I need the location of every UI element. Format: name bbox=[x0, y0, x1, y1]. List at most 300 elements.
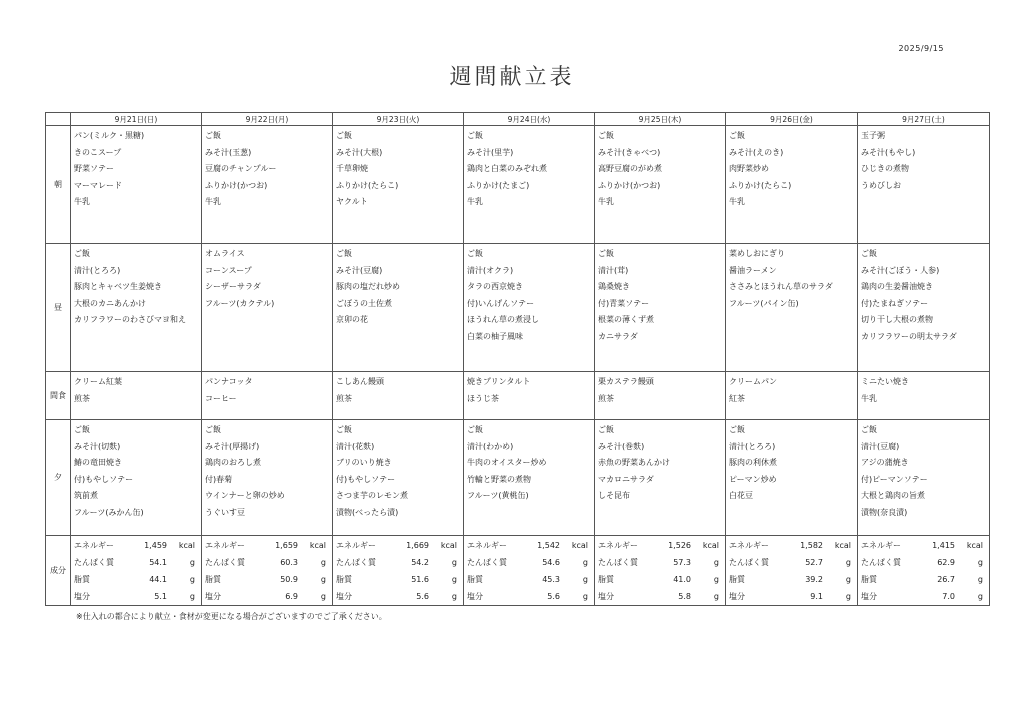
nutrient-name: 塩分 bbox=[467, 592, 483, 601]
menu-cell bbox=[595, 244, 726, 372]
menu-item: 鰆の竜田焼き bbox=[74, 458, 122, 468]
menu-item: クリームパン bbox=[729, 377, 777, 386]
menu-item: みそ汁(えのき) bbox=[729, 147, 784, 157]
nutrient-name: たんぱく質 bbox=[861, 558, 901, 567]
menu-item: みそ汁(きゃべつ) bbox=[598, 147, 661, 157]
nutrient-amount: 5.1 bbox=[154, 592, 167, 601]
nutrient-amount: 1,415 bbox=[932, 541, 955, 550]
menu-cell bbox=[202, 244, 333, 372]
nutrition-line-fat bbox=[595, 571, 725, 588]
nutrient-name: エネルギー bbox=[861, 541, 901, 550]
menu-item: ふりかけ(かつお) bbox=[598, 180, 661, 190]
menu-item: 清汁(オクラ) bbox=[467, 265, 514, 275]
nutrition-cell bbox=[858, 536, 990, 606]
nutrient-name: たんぱく質 bbox=[74, 558, 114, 567]
nutrient-amount: 5.6 bbox=[416, 592, 429, 601]
meal-row bbox=[46, 244, 990, 372]
menu-item: ふりかけ(たらこ) bbox=[336, 180, 399, 190]
menu-item: 漬物(べったら漬) bbox=[336, 507, 399, 517]
menu-item: 煎茶 bbox=[336, 393, 352, 403]
menu-item: ご飯 bbox=[205, 425, 221, 434]
nutrient-value bbox=[547, 588, 588, 605]
nutrition-line-salt bbox=[464, 588, 594, 605]
menu-cell bbox=[333, 244, 464, 372]
nutrient-unit: kcal bbox=[440, 541, 457, 550]
page-title: 週間献立表 bbox=[449, 65, 575, 90]
menu-item: 清汁(わかめ) bbox=[467, 441, 514, 451]
nutrient-name: 脂質 bbox=[205, 575, 221, 584]
menu-cell bbox=[333, 126, 464, 244]
menu-item: 牛乳 bbox=[74, 197, 90, 207]
nutrient-unit: g bbox=[189, 575, 195, 584]
nutrient-value bbox=[411, 554, 457, 571]
nutrient-amount: 1,669 bbox=[406, 541, 429, 550]
nutrient-unit: g bbox=[713, 558, 719, 567]
nutrient-name: たんぱく質 bbox=[729, 558, 769, 567]
nutrient-amount: 52.7 bbox=[805, 558, 823, 567]
nutrition-line-protein bbox=[464, 554, 594, 571]
nutrient-unit: g bbox=[582, 558, 588, 567]
menu-cell bbox=[595, 372, 726, 420]
menu-item: ご飯 bbox=[467, 425, 483, 434]
menu-item: 牛乳 bbox=[729, 197, 745, 207]
nutrition-line-energy bbox=[202, 537, 332, 554]
menu-item: 豚肉の利休煮 bbox=[729, 458, 777, 468]
menu-item: うめびしお bbox=[861, 180, 901, 190]
header-corner bbox=[46, 113, 71, 126]
menu-cell bbox=[464, 372, 595, 420]
day-header-row bbox=[46, 113, 990, 126]
menu-item: 付)青菜ソテー bbox=[598, 298, 650, 308]
nutrient-name: たんぱく質 bbox=[205, 558, 245, 567]
menu-cell bbox=[333, 372, 464, 420]
issue-date: 2025/9/15 bbox=[898, 44, 944, 53]
nutrition-line-salt bbox=[71, 588, 201, 605]
menu-item: マーマレード bbox=[74, 180, 122, 190]
menu-item: みそ汁(切麩) bbox=[74, 441, 121, 451]
nutrient-name: 塩分 bbox=[729, 592, 745, 601]
menu-item: 牛乳 bbox=[861, 393, 877, 403]
nutrient-value bbox=[280, 571, 326, 588]
menu-cell bbox=[464, 420, 595, 536]
nutrient-unit: g bbox=[320, 575, 326, 584]
menu-item: フルーツ(カクテル) bbox=[205, 298, 275, 308]
nutrition-line-salt bbox=[726, 588, 857, 605]
menu-item: 醤油ラーメン bbox=[729, 265, 777, 275]
menu-item: ほうじ茶 bbox=[467, 393, 499, 403]
menu-item: 牛乳 bbox=[598, 197, 614, 207]
nutrient-unit: g bbox=[451, 575, 457, 584]
nutrient-value bbox=[144, 537, 195, 554]
menu-item: ブリのいり焼き bbox=[336, 458, 392, 468]
nutrient-value bbox=[678, 588, 719, 605]
menu-item: ご飯 bbox=[336, 425, 352, 434]
menu-item: フルーツ(みかん缶) bbox=[74, 507, 144, 517]
nutrient-value bbox=[542, 554, 588, 571]
menu-item: ほうれん草の煮浸し bbox=[467, 315, 539, 325]
menu-cell bbox=[726, 126, 858, 244]
menu-item: 鶏桑焼き bbox=[598, 282, 630, 292]
menu-item: ご飯 bbox=[861, 249, 877, 258]
menu-item: みそ汁(ごぼう・人参) bbox=[861, 265, 940, 275]
menu-cell bbox=[858, 420, 990, 536]
nutrient-value bbox=[411, 571, 457, 588]
menu-item: 根菜の薄くず煮 bbox=[598, 315, 654, 325]
menu-cell bbox=[202, 126, 333, 244]
menu-item: ふりかけ(かつお) bbox=[205, 180, 268, 190]
menu-cell bbox=[726, 420, 858, 536]
menu-item: 付)ピーマンソテー bbox=[861, 474, 928, 484]
nutrition-cell bbox=[464, 536, 595, 606]
menu-item: ミニたい焼き bbox=[861, 377, 909, 386]
menu-item: みそ汁(里芋) bbox=[467, 147, 514, 157]
nutrient-unit: g bbox=[320, 592, 326, 601]
nutrient-amount: 5.6 bbox=[547, 592, 560, 601]
menu-item: シーザーサラダ bbox=[205, 282, 261, 292]
menu-item: きのこスープ bbox=[74, 147, 122, 157]
nutrient-value bbox=[537, 537, 588, 554]
nutrient-amount: 9.1 bbox=[810, 592, 823, 601]
menu-item: ご飯 bbox=[74, 249, 90, 258]
menu-item: クリーム紅葉 bbox=[74, 377, 122, 386]
nutrient-name: 脂質 bbox=[861, 575, 877, 584]
nutrient-value bbox=[668, 537, 719, 554]
nutrient-value bbox=[932, 537, 983, 554]
nutrition-line-energy bbox=[858, 537, 989, 554]
menu-cell bbox=[858, 126, 990, 244]
nutrient-name: 塩分 bbox=[598, 592, 614, 601]
menu-item: 鶏肉のおろし煮 bbox=[205, 458, 261, 468]
menu-item: 牛肉のオイスター炒め bbox=[467, 458, 547, 468]
nutrient-name: 脂質 bbox=[598, 575, 614, 584]
nutrition-line-protein bbox=[726, 554, 857, 571]
menu-item: ご飯 bbox=[598, 131, 614, 140]
weekly-menu-table bbox=[45, 112, 990, 606]
menu-item: ヤクルト bbox=[336, 197, 368, 207]
menu-item: ご飯 bbox=[729, 131, 745, 140]
nutrient-amount: 1,542 bbox=[537, 541, 560, 550]
menu-item: ご飯 bbox=[336, 131, 352, 140]
nutrient-amount: 54.1 bbox=[149, 558, 167, 567]
nutrient-unit: g bbox=[582, 575, 588, 584]
menu-item: オムライス bbox=[205, 249, 245, 258]
nutrient-unit: g bbox=[845, 558, 851, 567]
menu-item: アジの蒲焼き bbox=[861, 458, 909, 468]
nutrient-value bbox=[149, 554, 195, 571]
menu-item: 竹輪と野菜の煮物 bbox=[467, 474, 531, 484]
menu-item: ピーマン炒め bbox=[729, 474, 777, 484]
nutrient-amount: 1,459 bbox=[144, 541, 167, 550]
nutrient-name: 脂質 bbox=[467, 575, 483, 584]
menu-item: カリフラワーのわさびマヨ和え bbox=[74, 315, 186, 325]
menu-item: 豚肉の塩だれ炒め bbox=[336, 282, 400, 292]
day-header: 9月25日(木) bbox=[595, 113, 726, 126]
nutrient-name: 脂質 bbox=[74, 575, 90, 584]
nutrient-unit: g bbox=[189, 558, 195, 567]
menu-item: ご飯 bbox=[467, 131, 483, 140]
menu-item: ご飯 bbox=[467, 249, 483, 258]
nutrient-amount: 54.2 bbox=[411, 558, 429, 567]
nutrient-name: 塩分 bbox=[861, 592, 877, 601]
nutrition-line-fat bbox=[333, 571, 463, 588]
menu-cell bbox=[726, 372, 858, 420]
menu-item: しそ昆布 bbox=[598, 491, 630, 501]
menu-cell bbox=[71, 244, 202, 372]
menu-item: ご飯 bbox=[861, 425, 877, 434]
nutrient-name: エネルギー bbox=[205, 541, 245, 550]
menu-item: フルーツ(パイン缶) bbox=[729, 298, 799, 308]
nutrient-unit: g bbox=[713, 575, 719, 584]
nutrient-unit: kcal bbox=[702, 541, 719, 550]
nutrient-unit: kcal bbox=[834, 541, 851, 550]
meal-row bbox=[46, 420, 990, 536]
day-header: 9月21日(日) bbox=[71, 113, 202, 126]
day-header: 9月27日(土) bbox=[858, 113, 990, 126]
nutrient-name: エネルギー bbox=[74, 541, 114, 550]
menu-item: みそ汁(厚揚げ) bbox=[205, 441, 260, 451]
menu-item: みそ汁(玉葱) bbox=[205, 147, 252, 157]
menu-item: 漬物(奈良漬) bbox=[861, 507, 908, 517]
menu-item: こしあん饅頭 bbox=[336, 377, 384, 386]
meal-row bbox=[46, 126, 990, 244]
nutrient-amount: 5.8 bbox=[678, 592, 691, 601]
menu-item: 千草卵焼 bbox=[336, 164, 368, 174]
nutrient-unit: g bbox=[845, 575, 851, 584]
menu-item: うぐいす豆 bbox=[205, 507, 245, 517]
nutrient-value bbox=[937, 554, 983, 571]
menu-item: 付)もやしソテー bbox=[74, 474, 134, 484]
nutrient-unit: kcal bbox=[571, 541, 588, 550]
nutrient-unit: g bbox=[713, 592, 719, 601]
footer-note: ※仕入れの都合により献立・食材が変更になる場合がございますのでご了承ください。 bbox=[76, 612, 387, 621]
menu-item: みそ汁(巻麩) bbox=[598, 441, 645, 451]
menu-item: 付)いんげんソテー bbox=[467, 298, 535, 308]
menu-cell bbox=[595, 126, 726, 244]
menu-item: 清汁(とろろ) bbox=[74, 265, 121, 275]
nutrition-line-energy bbox=[333, 537, 463, 554]
nutrient-value bbox=[810, 588, 851, 605]
nutrient-unit: g bbox=[845, 592, 851, 601]
nutrition-line-fat bbox=[726, 571, 857, 588]
menu-item: 紅茶 bbox=[729, 393, 745, 403]
nutrition-line-protein bbox=[595, 554, 725, 571]
menu-item: 牛乳 bbox=[467, 197, 483, 207]
nutrient-unit: kcal bbox=[309, 541, 326, 550]
menu-item: ささみとほうれん草のサラダ bbox=[729, 282, 833, 292]
nutrition-line-salt bbox=[858, 588, 989, 605]
nutrient-value bbox=[937, 571, 983, 588]
nutrient-name: エネルギー bbox=[598, 541, 638, 550]
menu-item: 栗カステラ饅頭 bbox=[598, 377, 654, 386]
nutrition-line-fat bbox=[858, 571, 989, 588]
nutrient-value bbox=[805, 554, 851, 571]
meal-label: 間食 bbox=[46, 372, 71, 420]
nutrient-name: 塩分 bbox=[336, 592, 352, 601]
nutrient-name: たんぱく質 bbox=[467, 558, 507, 567]
menu-item: コーヒー bbox=[205, 393, 237, 403]
nutrient-unit: g bbox=[582, 592, 588, 601]
nutrient-name: エネルギー bbox=[336, 541, 376, 550]
nutrient-unit: g bbox=[320, 558, 326, 567]
nutrition-line-fat bbox=[71, 571, 201, 588]
menu-cell bbox=[202, 372, 333, 420]
menu-item: 京卯の花 bbox=[336, 315, 368, 325]
menu-item: パン(ミルク・黒糖) bbox=[74, 131, 145, 140]
nutrient-unit: kcal bbox=[178, 541, 195, 550]
menu-item: パンナコッタ bbox=[205, 377, 253, 386]
nutrient-amount: 54.6 bbox=[542, 558, 560, 567]
menu-item: みそ汁(大根) bbox=[336, 147, 383, 157]
menu-item: 赤魚の野菜あんかけ bbox=[598, 458, 670, 468]
nutrient-amount: 62.9 bbox=[937, 558, 955, 567]
menu-cell bbox=[71, 126, 202, 244]
menu-item: 野菜ソテー bbox=[74, 164, 114, 174]
menu-item: ふりかけ(たらこ) bbox=[729, 180, 792, 190]
menu-item: 豆腐のチャンプルー bbox=[205, 164, 277, 174]
menu-cell bbox=[464, 126, 595, 244]
nutrition-row bbox=[46, 536, 990, 606]
day-header: 9月23日(火) bbox=[333, 113, 464, 126]
nutrient-unit: g bbox=[451, 558, 457, 567]
day-header: 9月22日(月) bbox=[202, 113, 333, 126]
menu-item: ご飯 bbox=[729, 425, 745, 434]
nutrient-value bbox=[280, 554, 326, 571]
nutrient-amount: 1,526 bbox=[668, 541, 691, 550]
nutrient-name: エネルギー bbox=[729, 541, 769, 550]
menu-item: みそ汁(もやし) bbox=[861, 147, 916, 157]
nutrient-amount: 60.3 bbox=[280, 558, 298, 567]
nutrient-amount: 57.3 bbox=[673, 558, 691, 567]
menu-item: 焼きプリンタルト bbox=[467, 377, 531, 386]
menu-cell bbox=[464, 244, 595, 372]
menu-item: ふりかけ(たまご) bbox=[467, 180, 530, 190]
nutrient-value bbox=[805, 571, 851, 588]
menu-cell bbox=[858, 244, 990, 372]
nutrition-cell bbox=[333, 536, 464, 606]
nutrient-amount: 41.0 bbox=[673, 575, 691, 584]
menu-item: 鶏肉と白菜のみぞれ煮 bbox=[467, 164, 547, 174]
meal-row bbox=[46, 372, 990, 420]
menu-item: 白花豆 bbox=[729, 491, 753, 501]
menu-cell bbox=[71, 372, 202, 420]
nutrient-amount: 44.1 bbox=[149, 575, 167, 584]
nutrition-line-fat bbox=[464, 571, 594, 588]
menu-item: 豚肉とキャベツ生姜焼き bbox=[74, 282, 162, 292]
menu-cell bbox=[333, 420, 464, 536]
nutrient-value bbox=[800, 537, 851, 554]
menu-item: ご飯 bbox=[205, 131, 221, 140]
nutrient-amount: 7.0 bbox=[942, 592, 955, 601]
menu-item: ご飯 bbox=[598, 249, 614, 258]
nutrient-unit: g bbox=[977, 592, 983, 601]
menu-item: カリフラワーの明太サラダ bbox=[861, 331, 957, 341]
menu-item: 大根のカニあんかけ bbox=[74, 298, 146, 308]
menu-item: 大根と鶏肉の旨煮 bbox=[861, 491, 925, 501]
menu-item: ご飯 bbox=[336, 249, 352, 258]
day-header: 9月24日(水) bbox=[464, 113, 595, 126]
nutrition-label: 成分 bbox=[46, 536, 71, 606]
nutrient-name: たんぱく質 bbox=[598, 558, 638, 567]
nutrient-amount: 50.9 bbox=[280, 575, 298, 584]
nutrient-value bbox=[285, 588, 326, 605]
menu-item: 清汁(豆腐) bbox=[861, 441, 900, 451]
menu-item: 牛乳 bbox=[205, 197, 221, 207]
nutrient-amount: 45.3 bbox=[542, 575, 560, 584]
nutrient-amount: 1,582 bbox=[800, 541, 823, 550]
nutrition-line-energy bbox=[464, 537, 594, 554]
nutrition-line-salt bbox=[595, 588, 725, 605]
menu-item: ご飯 bbox=[598, 425, 614, 434]
menu-item: 菜めしおにぎり bbox=[729, 249, 785, 258]
menu-item: 高野豆腐のがめ煮 bbox=[598, 164, 662, 174]
nutrition-cell bbox=[726, 536, 858, 606]
menu-item: 煎茶 bbox=[598, 393, 614, 403]
nutrient-value bbox=[542, 571, 588, 588]
menu-item: カニサラダ bbox=[598, 331, 638, 341]
menu-cell bbox=[858, 372, 990, 420]
menu-item: 玉子粥 bbox=[861, 131, 885, 140]
menu-item: 付)春菊 bbox=[205, 474, 233, 484]
nutrition-line-salt bbox=[333, 588, 463, 605]
nutrient-unit: g bbox=[977, 575, 983, 584]
nutrition-cell bbox=[202, 536, 333, 606]
menu-item: 白菜の柚子風味 bbox=[467, 331, 523, 341]
nutrient-value bbox=[275, 537, 326, 554]
menu-cell bbox=[595, 420, 726, 536]
nutrient-name: 塩分 bbox=[74, 592, 90, 601]
nutrition-line-fat bbox=[202, 571, 332, 588]
menu-item: 肉野菜炒め bbox=[729, 164, 769, 174]
nutrition-line-protein bbox=[333, 554, 463, 571]
nutrient-value bbox=[942, 588, 983, 605]
nutrition-line-energy bbox=[71, 537, 201, 554]
nutrient-amount: 6.9 bbox=[285, 592, 298, 601]
nutrient-name: 脂質 bbox=[729, 575, 745, 584]
menu-cell bbox=[726, 244, 858, 372]
nutrition-line-energy bbox=[595, 537, 725, 554]
menu-item: 鶏肉の生姜醤油焼き bbox=[861, 282, 933, 292]
day-header: 9月26日(金) bbox=[726, 113, 858, 126]
menu-item: 筑前煮 bbox=[74, 491, 98, 501]
nutrition-line-protein bbox=[71, 554, 201, 571]
nutrient-amount: 51.6 bbox=[411, 575, 429, 584]
nutrient-name: 塩分 bbox=[205, 592, 221, 601]
menu-item: 付)もやしソテー bbox=[336, 474, 396, 484]
menu-item: コーンスープ bbox=[205, 265, 252, 275]
menu-item: 切り干し大根の煮物 bbox=[861, 315, 933, 325]
menu-item: フルーツ(黄桃缶) bbox=[467, 491, 529, 501]
meal-label: 朝 bbox=[46, 126, 71, 244]
nutrition-cell bbox=[71, 536, 202, 606]
nutrition-line-protein bbox=[202, 554, 332, 571]
menu-item: みそ汁(豆腐) bbox=[336, 265, 383, 275]
menu-item: 煎茶 bbox=[74, 393, 90, 403]
menu-item: ウインナーと卵の炒め bbox=[205, 491, 285, 501]
nutrient-value bbox=[416, 588, 457, 605]
meal-label: 夕 bbox=[46, 420, 71, 536]
nutrient-value bbox=[149, 571, 195, 588]
menu-item: ひじきの煮物 bbox=[861, 164, 909, 174]
menu-item: ごぼうの土佐煮 bbox=[336, 298, 392, 308]
nutrition-line-protein bbox=[858, 554, 989, 571]
nutrient-amount: 26.7 bbox=[937, 575, 955, 584]
nutrient-unit: kcal bbox=[966, 541, 983, 550]
menu-item: 付)たまねぎソテー bbox=[861, 298, 929, 308]
nutrient-value bbox=[154, 588, 195, 605]
nutrient-name: 脂質 bbox=[336, 575, 352, 584]
menu-cell bbox=[202, 420, 333, 536]
nutrient-value bbox=[673, 571, 719, 588]
